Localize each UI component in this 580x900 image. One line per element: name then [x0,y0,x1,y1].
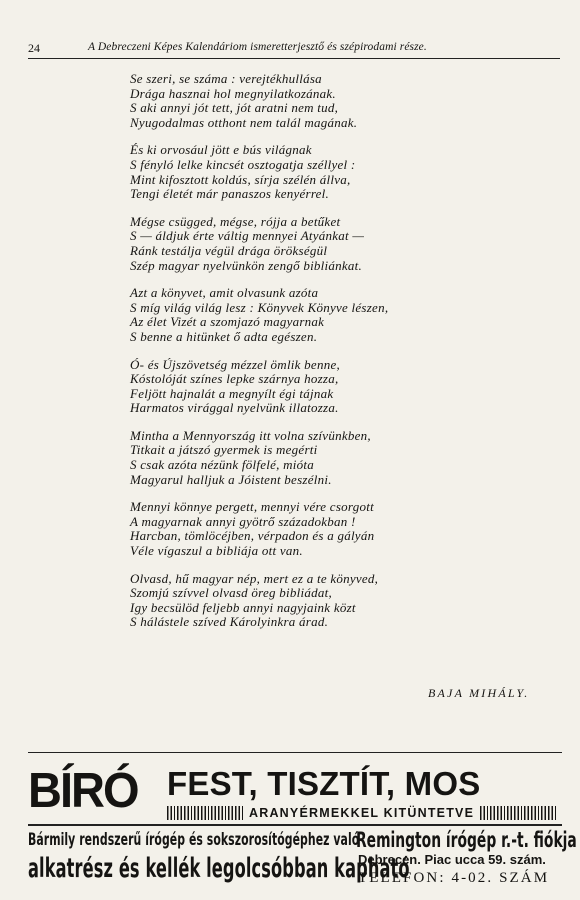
stanza [130,429,560,487]
poem-line: Harmatos virággal nyelvünk illatozza. [130,400,339,416]
decorative-bars-right [480,806,556,820]
stanza [130,143,560,201]
remington-title: Remington írógép r.-t. fiókja [356,828,577,852]
stanza [130,572,560,630]
poem-line: Magyarul halljuk a Jóistent beszélni. [130,471,332,487]
poem-line: S benne a hitünket ő adta egészen. [130,328,318,344]
poem-line: Drága hasznai hol megnyilatkozának. [130,85,336,101]
poem-line: Ránk testálja végül drága örökségül [130,242,328,258]
poem-line: S fényló lelke kincsét osztogatja széllyel : [130,156,356,172]
award-text: ARANYÉRMEKKEL KITÜNTETVE [249,805,475,820]
stanza [130,500,560,558]
ad-divider [28,824,562,826]
poem-line: Mint kifosztott koldús, sírja szélén állva, [130,171,351,187]
ad-phone: TELEFON: 4-02. SZÁM [358,870,550,886]
poem-line: S hálástele szíved Károlyinkra árad. [130,614,329,630]
poem-line: Mintha a Mennyország itt volna szívünkben, [130,427,371,443]
poem-line: Tengi életét már panaszos kenyérrel. [130,186,330,202]
biro-logo: BÍRÓ [28,761,138,818]
ad-left-line2: alkatrész és kellék legolcsóbban kapható [28,853,410,884]
ad-slogan: FEST, TISZTÍT, MOS [167,765,481,802]
poem-line: S aki annyi jót tett, jót aratni nem tud, [130,100,339,116]
author-signature: BAJA MIHÁLY. [428,686,530,700]
stanza [130,215,560,273]
stanza [130,358,560,416]
decorative-bars-left [167,806,243,820]
poem-line: Véle vígaszul a bibliája ott van. [130,543,303,559]
poem-line: Azt a könyvet, amit olvasunk azóta [130,285,319,301]
poem-line: Feljött hajnalát a megnyílt égi tájnak [130,385,334,401]
poem-line: S míg világ világ lesz : Könyvek Könyve lészen, [130,299,389,315]
poem-line: Kóstolóját színes lepke szárnya hozza, [130,371,339,387]
poem-line: Igy becsülöd feljebb annyi nagyjaink közt [130,599,356,615]
poem-line: S — áldjuk érte váltig mennyei Atyánkat — [130,228,365,244]
poem-line: Titkait a játszó gyermek is megérti [130,442,318,458]
poem-line: Harcban, tömlöcéjben, vérpadon és a gályán [130,528,375,544]
stanza [130,286,560,344]
ad-left-line1: Bármily rendszerű írógép és sokszorosítógéphez való [28,830,360,850]
page-header [28,41,550,59]
award-row [167,805,556,820]
running-head: A Debreczeni Képes Kalendáriom ismeretterjesztő és szépirodami része. [88,41,427,53]
header-rule [28,58,560,59]
poem-line: Se szeri, se száma : verejtékhullása [130,71,322,86]
poem-line: A magyarnak annyi gyötrő századokban ! [130,513,356,529]
ad-address: Debrecen. Piac ucca 59. szám. [358,852,546,867]
poem-line: Olvasd, hű magyar nép, mert ez a te könyved, [130,570,379,586]
poem-line: És ki orvosául jött e bús világnak [130,142,312,158]
poem-line: Szép magyar nyelvünkön zengő bibliánkat. [130,257,363,273]
poem-line: Ó- és Újszövetség mézzel ömlik benne, [130,356,340,372]
poem-line: Nyugodalmas otthont nem talál magának. [130,114,358,130]
page-number: 24 [28,41,40,55]
ad-top-rule [28,752,562,753]
poem-line: S csak azóta nézünk fölfelé, mióta [130,457,314,473]
poem-line: Az élet Vizét a szomjazó magyarnak [130,314,325,330]
poem [130,72,560,643]
stanza [130,72,560,130]
poem-line: Mégse csügged, mégse, rójja a betűket [130,213,341,229]
poem-line: Mennyi könnye pergett, mennyi vére csorgott [130,499,374,515]
poem-line: Szomjú szívvel olvasd öreg bibliádat, [130,585,332,601]
